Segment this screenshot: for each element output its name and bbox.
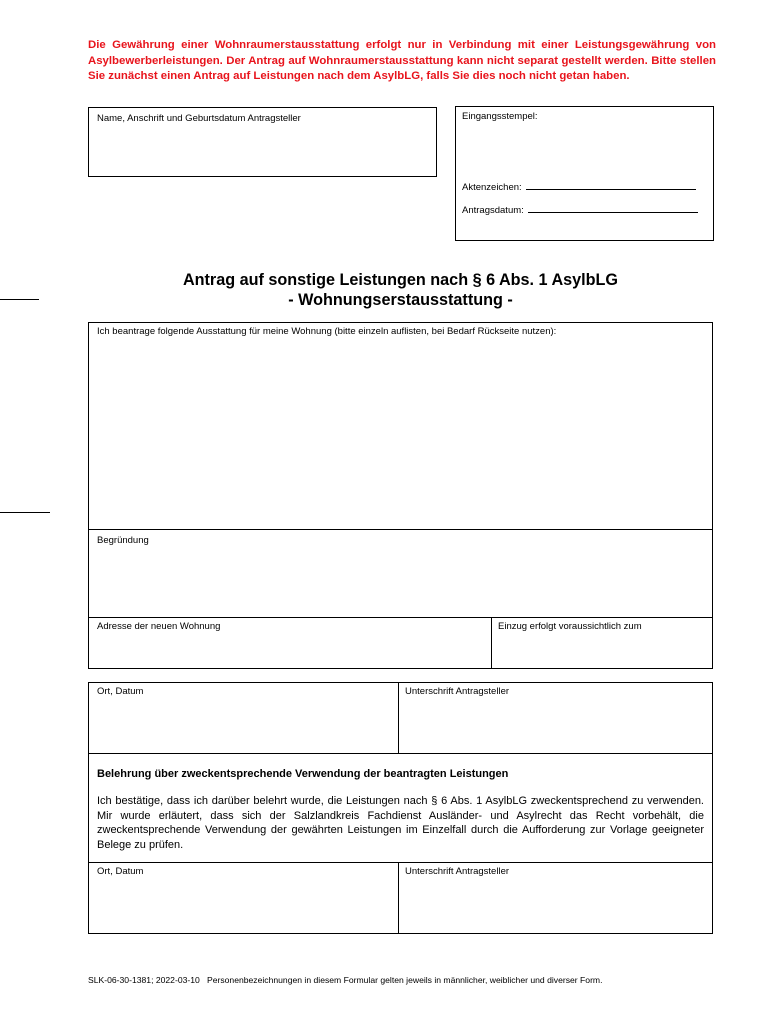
fold-mark-bottom xyxy=(0,512,50,513)
place-date-field-1[interactable] xyxy=(89,683,399,754)
page-title xyxy=(88,270,713,310)
title-line-2: - Wohnungserstausstattung - xyxy=(288,291,513,309)
applicant-label: Name, Anschrift und Geburtsdatum Antragsteller xyxy=(97,113,301,124)
fold-mark-top xyxy=(0,299,39,300)
place-date-field-2[interactable] xyxy=(89,863,399,933)
movein-field[interactable] xyxy=(492,618,712,668)
instruction-section xyxy=(89,754,712,863)
place-date-label-2: Ort, Datum xyxy=(97,866,144,877)
antragsdatum-field[interactable] xyxy=(456,201,711,220)
signature-table xyxy=(88,682,713,934)
antragsdatum-line xyxy=(528,204,698,213)
address-field[interactable] xyxy=(89,618,492,668)
signature-label-1: Unterschrift Antragsteller xyxy=(405,686,510,697)
applicant-field[interactable] xyxy=(88,107,437,177)
address-label: Adresse der neuen Wohnung xyxy=(97,621,221,632)
request-table xyxy=(88,322,713,669)
place-date-label-1: Ort, Datum xyxy=(97,686,144,697)
aktenzeichen-field[interactable] xyxy=(456,178,711,197)
signature-field-2[interactable] xyxy=(399,863,712,933)
stamp-box xyxy=(455,106,714,241)
movein-label: Einzug erfolgt voraussichtlich zum xyxy=(498,621,642,632)
instruction-text: Ich bestätige, dass ich darüber belehrt wurde, die Leistungen nach § 6 Abs. 1 AsylbLG zweckentsprechend zu verwenden. Mir wurde erläutert, dass sich der Salzlandkreis Fachdienst Ausländer- und Asylrecht das Recht vorbehält, die zweckentsprechende Verwendung der gewährten Leistungen im Einzelfall durch die Aufforderung zur Vorlage geeigneter Belege zu prüfen. xyxy=(97,795,704,851)
signature-field-1[interactable] xyxy=(399,683,712,754)
aktenzeichen-line xyxy=(526,181,696,190)
request-field[interactable] xyxy=(89,323,712,530)
title-line-1: Antrag auf sonstige Leistungen nach § 6 Abs. 1 AsylbLG xyxy=(182,271,619,289)
reason-field[interactable] xyxy=(89,530,712,618)
notice-text: Die Gewährung einer Wohnraumerstausstattung erfolgt nur in Verbindung mit einer Leistungsgewährung von Asylbewerberleistungen. Der Antrag auf Wohnraumerstausstattung kann nicht separat gestellt werden. Bitte stellen Sie zunächst einen Antrag auf Leistungen nach dem AsylbLG, falls Sie dies noch nicht getan haben. xyxy=(88,39,716,82)
signature-label-2: Unterschrift Antragsteller xyxy=(405,866,510,877)
footer-text: SLK-06-30-1381; 2022-03-10 Personenbezeichnungen in diesem Formular gelten jeweils in männlicher, weiblicher und diverser Form. xyxy=(88,975,603,985)
aktenzeichen-label: Aktenzeichen: xyxy=(462,182,522,193)
stamp-label: Eingangsstempel: xyxy=(462,111,538,122)
instruction-heading: Belehrung über zweckentsprechende Verwendung der beantragten Leistungen xyxy=(97,768,509,780)
antragsdatum-label: Antragsdatum: xyxy=(462,205,524,216)
reason-label: Begründung xyxy=(97,535,149,546)
request-label: Ich beantrage folgende Ausstattung für meine Wohnung (bitte einzeln auflisten, bei Bedarf Rückseite nutzen): xyxy=(97,326,557,337)
